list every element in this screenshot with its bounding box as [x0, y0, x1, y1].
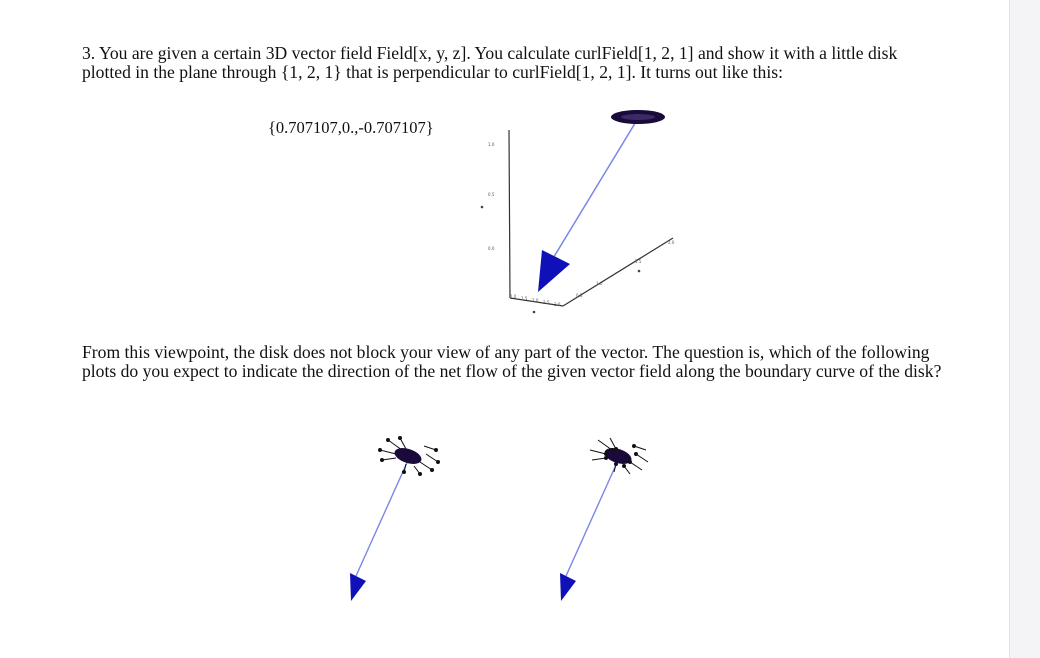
curl-vector-label: {0.707107,0.,-0.707107}: [268, 118, 434, 137]
question-paragraph-1: 3. You are given a certain 3D vector field Field[x, y, z]. You calculate curlField[1, 2, 1] and show it with a little disk plotted in the plane through {1, 2, 1} that is perpendicular to curlField[1, 2, 1]. It turns out like this:: [82, 43, 898, 82]
option-vector-arrowhead: [350, 573, 366, 601]
axis-label-dot: [481, 206, 484, 209]
z-tick-label: 1.0: [488, 142, 495, 147]
x-tick-label: 1.5: [521, 296, 528, 301]
option-vector-shaft: [566, 456, 620, 576]
curl-vector-shaft: [552, 120, 637, 260]
y-tick-label: 1.0: [596, 281, 603, 286]
vector-with-disk-plot-icon: [478, 110, 678, 310]
option-disk: [393, 445, 424, 467]
y-tick-label: 1.5: [635, 259, 642, 264]
axis-label-dot: [533, 311, 536, 314]
option-vector-shaft: [356, 456, 410, 576]
option-vector-arrowhead: [560, 573, 576, 601]
curl-vector-arrowhead: [538, 250, 570, 292]
z-axis: [509, 130, 510, 298]
y-tick-label: 2.0: [668, 240, 675, 245]
scrollbar[interactable]: [1009, 0, 1040, 658]
z-tick-label: 0.5: [488, 192, 495, 197]
option-disk: [603, 445, 634, 467]
x-tick-label: 1.0: [510, 294, 517, 299]
x-tick-label: 2.5: [543, 300, 550, 305]
x-tick-label: 2.0: [532, 298, 539, 303]
axis-label-dot: [638, 270, 641, 273]
disk-flow-option-plot-icon: [550, 436, 650, 601]
disk-flow-option-plot-icon: [340, 436, 440, 601]
question-paragraph-2: From this viewpoint, the disk does not block your view of any part of the vector. The question is, which of the following plots do you expect to indicate the direction of the net flow of the given vector field along the boundary curve of the disk?: [82, 342, 942, 381]
y-tick-label: 0.5: [576, 293, 583, 298]
disk-highlight: [621, 114, 655, 120]
x-tick-label: 3.0: [554, 302, 561, 307]
z-tick-label: 0.0: [488, 246, 495, 251]
